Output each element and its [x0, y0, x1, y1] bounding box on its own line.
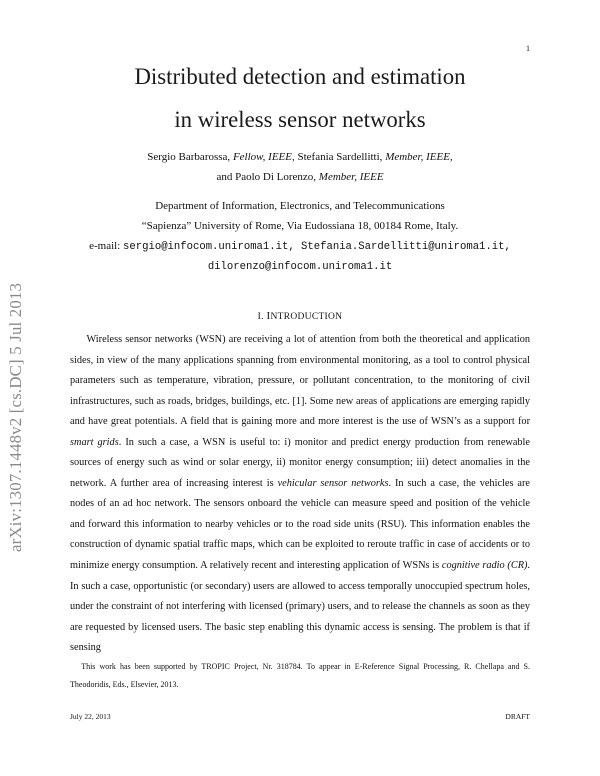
- author-role: Fellow, IEEE,: [232, 151, 295, 163]
- emphasis-vehicular: vehicular sensor networks: [277, 477, 389, 489]
- affiliation-line1: Department of Information, Electronics, and Telecommunications: [155, 200, 445, 212]
- author-name: and Paolo Di Lorenzo,: [216, 171, 317, 183]
- section-title-rest: NTRODUCTION: [270, 312, 343, 322]
- paper-title-line2: in wireless sensor networks: [174, 107, 426, 132]
- email-line2: dilorenzo@infocom.uniroma1.it: [207, 261, 393, 273]
- email-label: e-mail:: [89, 240, 121, 252]
- footer-draft: DRAFT: [505, 712, 530, 721]
- author-line-1: [80, 147, 520, 167]
- affiliation-line2: “Sapienza” University of Rome, Via Eudossiana 18, 00184 Rome, Italy.: [141, 220, 459, 232]
- email-addresses: sergio@infocom.uniroma1.it, Stefania.Sardellitti@uniroma1.it,: [123, 241, 511, 253]
- author-role: Member, IEEE: [318, 171, 384, 183]
- author-list: [80, 147, 520, 187]
- email-line1: [70, 236, 530, 257]
- body-text: . In such a case, the vehicles are nodes of an ad hoc network. The sensors onboard the vehicle can measure speed and position of the vehicle and forward this information to nearby vehicles or to the road side units (RSU). This information enables the construction of dynamic spatial traffic maps, which can be exploited to reroute traffic in case of accidents or to minimize energy consumption. A relatively recent and interesting application of WSNs is: [70, 477, 530, 572]
- body-text: . In such a case, opportunistic (or secondary) users are allowed to access temporally unoccupied spectrum holes, under the constraint of not interfering with licensed (primary) users, and to release the channels as soon as they are requested by licensed users. The basic step enabling this dynamic access is sensing. The problem is that if sensing: [70, 560, 530, 654]
- arxiv-identifier: arXiv:1307.1448v2 [cs.DC] 5 Jul 2013: [6, 282, 25, 552]
- page-number: 1: [526, 44, 530, 53]
- author-line-2: [80, 167, 520, 187]
- intro-paragraph: [70, 330, 530, 659]
- affiliation: [70, 196, 530, 236]
- section-number: I.: [257, 312, 264, 322]
- footnote: This work has been supported by TROPIC Project, Nr. 318784. To appear in E-Reference Signal Processing, R. Chellapa and S. Theodoridis, Eds., Elsevier, 2013.: [70, 662, 530, 689]
- emphasis-cognitive-radio: cognitive radio (CR): [441, 560, 528, 572]
- emphasis-smart-grids: smart grids: [70, 436, 119, 448]
- section-initial: I: [266, 310, 271, 322]
- paper-title-line1: Distributed detection and estimation: [134, 64, 466, 89]
- author-role: Member, IEEE,: [385, 151, 453, 163]
- email-block: [70, 236, 530, 277]
- body-text: Wireless sensor networks (WSN) are receiving a lot of attention from both the theoretical and application sides, in view of the many applications spanning from environmental monitoring, as a tool to control physical parameters such as temperature, vibration, pressure, or pollutant concentration, to the monitoring of civil infrastructures, such as roads, bridges, buildings, etc. [1]. Some new areas of applications are emerging rapidly and have great potentials. A field that is gaining more and more interest is the use of WSN’s as a support for: [70, 334, 530, 428]
- author-name: Sergio Barbarossa,: [147, 151, 231, 163]
- body-text: . In such a case, a WSN is useful to: i) monitor and predict energy production from renewable sources of energy such as wind or solar energy, ii) monitor energy consumption; iii) detect anomalies in the network. A further area of increasing interest is: [70, 436, 530, 489]
- author-name: Stefania Sardellitti,: [297, 151, 383, 163]
- section-heading: [70, 310, 530, 322]
- footer-date: July 22, 2013: [70, 712, 111, 721]
